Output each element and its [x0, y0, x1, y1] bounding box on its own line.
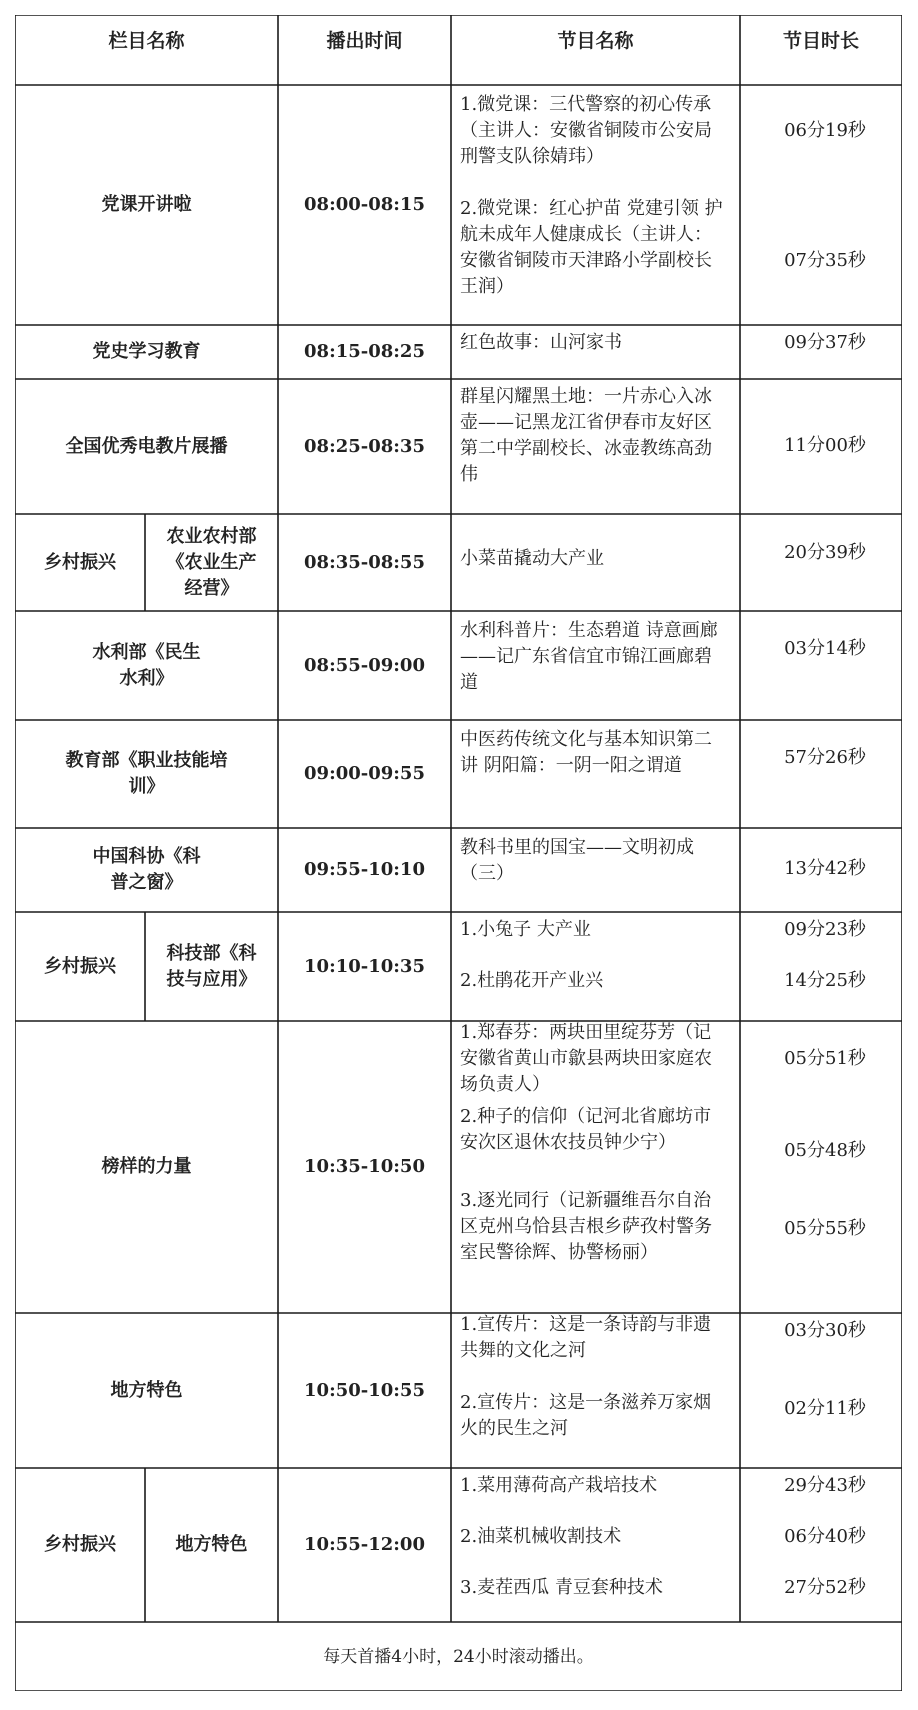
- program-title: 2.宣传片：这是一条滋养万家烟火的民生之河: [460, 1392, 712, 1439]
- program-duration: 29分43秒: [784, 1475, 866, 1496]
- row-time: 09:55-10:10: [304, 859, 425, 880]
- program-title: 3.逐光同行（记新疆维吾尔自治区克州乌恰县吉根乡萨孜村警务室民警徐辉、协警杨丽）: [460, 1190, 712, 1263]
- program-title: 2.油菜机械收割技术: [460, 1526, 622, 1547]
- program-duration: 09分37秒: [784, 332, 866, 353]
- program-duration: 13分42秒: [784, 858, 866, 879]
- program-duration: 14分25秒: [784, 970, 866, 991]
- row-column-name: 榜样的力量: [101, 1156, 192, 1177]
- program-title: 群星闪耀黑土地：一片赤心入冰壶——记黑龙江省伊春市友好区第二中学副校长、冰壶教练高劲伟: [460, 386, 712, 485]
- row-time: 10:10-10:35: [304, 955, 425, 977]
- program-duration: 11分00秒: [784, 435, 866, 456]
- program-title: 2.种子的信仰（记河北省廊坊市安次区退休农技员钟少宁）: [460, 1106, 712, 1153]
- program-duration: 02分11秒: [784, 1398, 866, 1419]
- row-column-name: 地方特色: [110, 1379, 183, 1401]
- row-column-name: 水利部《民生水利》: [92, 641, 201, 689]
- program-duration: 03分30秒: [784, 1320, 866, 1341]
- row-column-name: 乡村振兴: [44, 551, 116, 573]
- row-time: 10:50-10:55: [304, 1379, 425, 1401]
- program-title: 1.小兔子 大产业: [460, 919, 591, 940]
- row-column-name: 党课开讲啦: [101, 194, 192, 215]
- header-duration: 节目时长: [782, 30, 859, 52]
- program-duration: 09分23秒: [784, 919, 866, 940]
- row-sub-column: 农业农村部《农业生产经营》: [166, 525, 257, 599]
- program-title: 教科书里的国宝——文明初成（三）: [460, 837, 694, 884]
- header-broadcast-time: 播出时间: [326, 30, 403, 52]
- program-duration: 27分52秒: [784, 1577, 866, 1598]
- program-duration: 57分26秒: [784, 747, 866, 768]
- row-time: 09:00-09:55: [304, 763, 425, 784]
- program-title: 中医药传统文化与基本知识第二讲 阴阳篇：一阴一阳之谓道: [460, 729, 712, 776]
- program-duration: 06分19秒: [784, 120, 866, 141]
- program-title: 1.菜用薄荷高产栽培技术: [460, 1475, 658, 1496]
- header-program-name: 节目名称: [557, 30, 634, 52]
- row-column-name: 教育部《职业技能培训》: [65, 750, 228, 797]
- program-title: 3.麦茬西瓜 青豆套种技术: [460, 1577, 663, 1598]
- footer-note: 每天首播4小时，24小时滚动播出。: [323, 1646, 594, 1667]
- program-title: 2.微党课：红心护苗 党建引领 护航未成年人健康成长（主讲人：安徽省铜陵市天津路小学副校长王润）: [460, 198, 723, 297]
- row-time: 10:55-12:00: [304, 1534, 425, 1555]
- row-column-name: 全国优秀电教片展播: [65, 435, 228, 457]
- row-time: 08:25-08:35: [304, 435, 425, 457]
- program-duration: 03分14秒: [784, 638, 866, 659]
- program-duration: 20分39秒: [784, 542, 866, 563]
- program-title: 1.宣传片：这是一条诗韵与非遗共舞的文化之河: [460, 1314, 712, 1361]
- row-time: 10:35-10:50: [304, 1156, 425, 1177]
- header-column-name: 栏目名称: [108, 30, 185, 52]
- program-title: 1.微党课：三代警察的初心传承（主讲人：安徽省铜陵市公安局刑警支队徐婧玮）: [460, 94, 712, 167]
- program-title: 红色故事：山河家书: [460, 332, 622, 353]
- program-duration: 05分55秒: [784, 1218, 866, 1239]
- program-title: 小菜苗撬动大产业: [460, 548, 604, 569]
- program-title: 水利科普片：生态碧道 诗意画廊——记广东省信宜市锦江画廊碧道: [460, 620, 718, 693]
- row-sub-column: 科技部《科技与应用》: [166, 942, 257, 990]
- row-sub-column: 地方特色: [175, 1534, 248, 1555]
- row-column-name: 乡村振兴: [44, 955, 116, 977]
- row-time: 08:55-09:00: [304, 654, 425, 676]
- program-title: 2.杜鹃花开产业兴: [460, 970, 604, 991]
- row-column-name: 党史学习教育: [92, 341, 201, 362]
- program-duration: 05分51秒: [784, 1048, 866, 1069]
- program-title: 1.郑春芬：两块田里绽芬芳（记安徽省黄山市歙县两块田家庭农场负责人）: [460, 1022, 712, 1095]
- row-time: 08:00-08:15: [304, 194, 425, 215]
- program-duration: 07分35秒: [784, 250, 866, 271]
- row-time: 08:35-08:55: [304, 551, 425, 573]
- row-column-name: 中国科协《科普之窗》: [92, 846, 201, 893]
- row-time: 08:15-08:25: [304, 341, 425, 362]
- program-duration: 05分48秒: [784, 1140, 866, 1161]
- row-column-name: 乡村振兴: [44, 1534, 116, 1555]
- program-duration: 06分40秒: [784, 1526, 866, 1547]
